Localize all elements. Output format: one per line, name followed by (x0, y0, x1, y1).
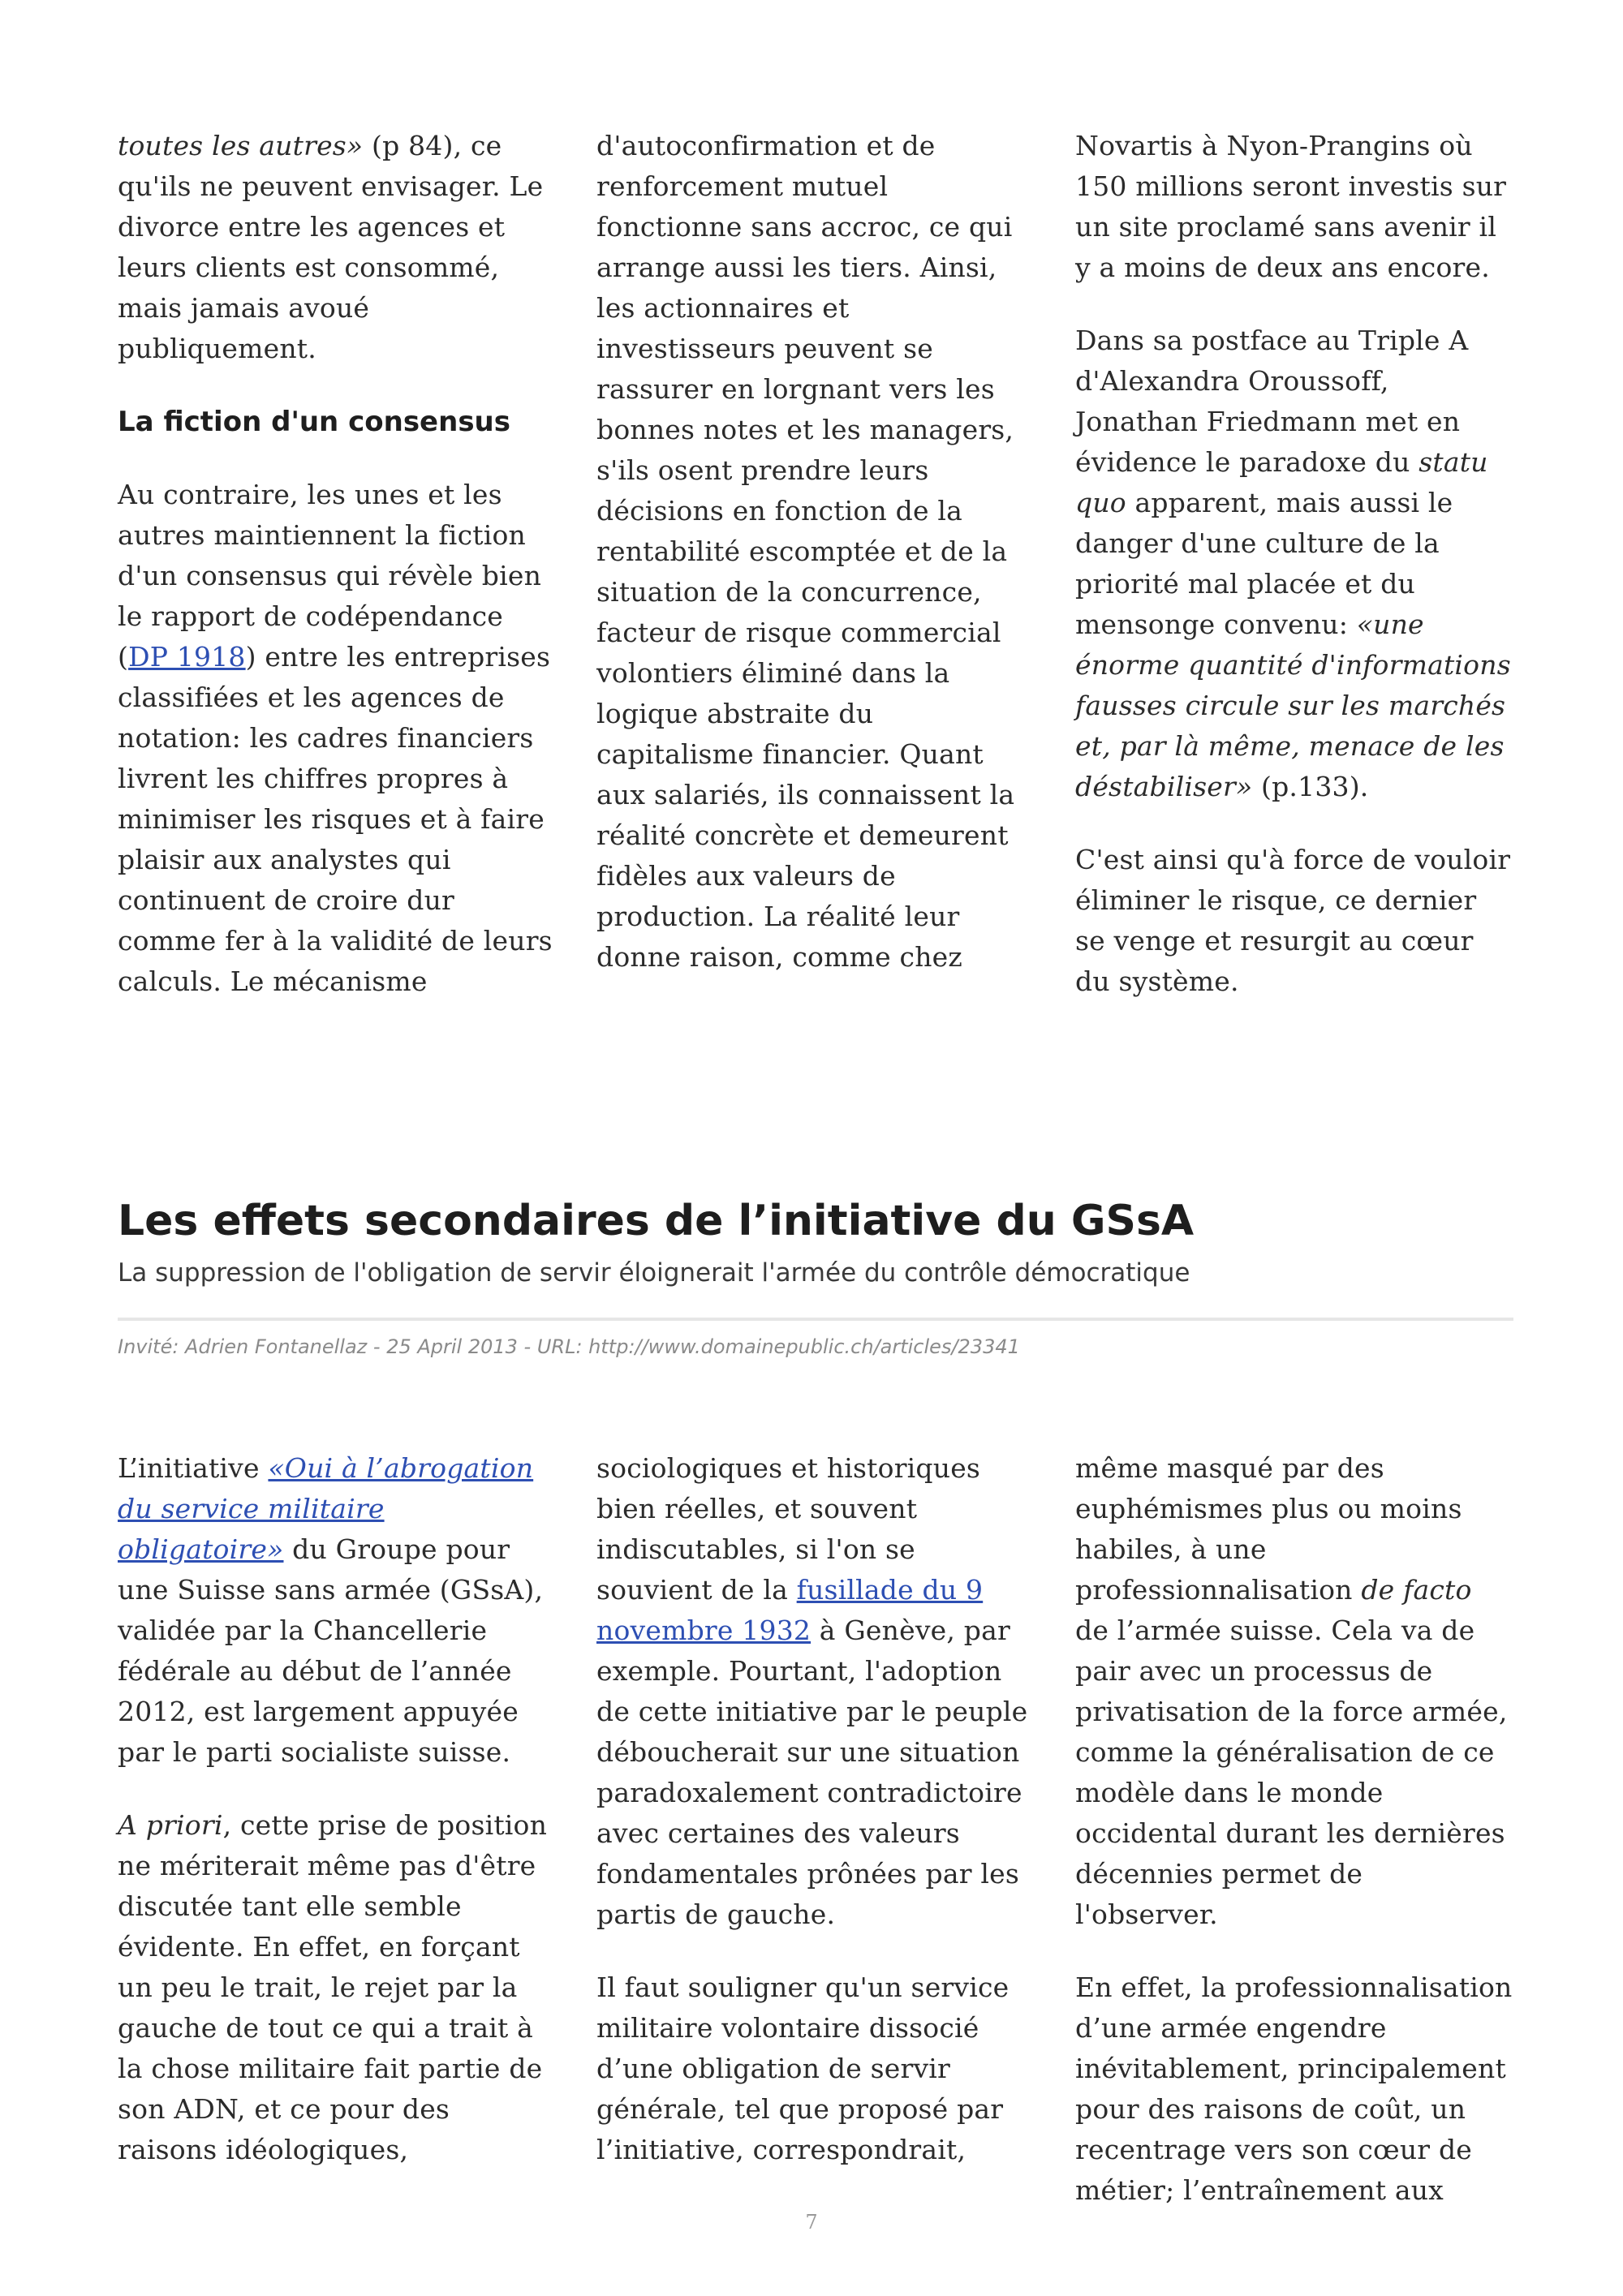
paragraph (596, 1448, 1035, 1935)
text: ) entre les entreprises classifiées et les agences de notation: les cadres financiers livrent les chiffres propres à minimiser les risques et à faire plaisir aux analystes qui continuent de croire dur comme fer à la validité de leurs calculs. Le mécanisme (118, 641, 553, 997)
paragraph: Novartis à Nyon-Prangins où 150 millions seront investis sur un site proclamé sans avenir il y a moins de deux ans encore. (1075, 130, 1507, 283)
text: Au contraire, les unes et les autres maintiennent la fiction d'un consensus qui révèle bien le rapport de codépendance ( (118, 479, 542, 673)
paragraph (1075, 1448, 1513, 1935)
paragraph (118, 126, 556, 369)
article-title: Les effets secondaires de l’initiative du GSsA (118, 1197, 1195, 1245)
quote-text: «une énorme quantité d'informations fausses circule sur les marchés et, par là même, menace de les déstabiliser» (1075, 608, 1511, 802)
text: sociologiques et historiques bien réelles, et souvent indiscutables, si l'on se souvient de la (596, 1452, 981, 1606)
text: à Genève, par exemple. Pourtant, l'adoption de cette initiative par le peuple déboucherait sur une situation paradoxalement contradictoire avec certaines des valeurs fondamentales prônées par les partis de gauche. (596, 1615, 1028, 1930)
column-2 (596, 126, 1035, 1034)
text: de l’armée suisse. Cela va de pair avec un processus de privatisation de la force armée, comme la généralisation de ce modèle dans le monde occidental durant les dernières décennies permet de l'observer. (1075, 1615, 1508, 1930)
column-2 (596, 1448, 1035, 2243)
paragraph (118, 475, 556, 1002)
article-columns (118, 1448, 1513, 2243)
text: apparent, mais aussi le danger d'une culture de la priorité mal placée et du mensonge convenu: (1075, 487, 1453, 640)
column-3 (1075, 126, 1513, 1034)
text: L’initiative (118, 1452, 269, 1484)
italic-text: toutes les autres» (118, 130, 364, 161)
text: du Groupe pour une Suisse sans armée (GSsA), validée par la Chancellerie fédérale au début de l’année 2012, est largement appuyée par le parti socialiste suisse. (118, 1533, 544, 1768)
italic-text: statu quo (1075, 446, 1488, 518)
previous-article-columns (118, 126, 1513, 1034)
column-1 (118, 126, 556, 1034)
article-subtitle: La suppression de l'obligation de servir éloignerait l'armée du contrôle démocratique (118, 1258, 1190, 1288)
paragraph: En effet, la professionnalisation d’une armée engendre inévitablement, principalement pour des raisons de coût, un recentrage vers son cœur de métier; l’entraînement aux (1075, 1971, 1513, 2206)
page-number: 7 (805, 2211, 818, 2234)
fusillade-link[interactable]: fusillade du 9 novembre 1932 (596, 1574, 984, 1646)
article-header (118, 1193, 1513, 1363)
text: (p 84), ce qu'ils ne peuvent envisager. Le divorce entre les agences et leurs clients est consommé, mais jamais avoué publiquement. (118, 130, 544, 364)
link-text[interactable]: «Oui à l’abrogation du service militaire obligatoire» (118, 1452, 534, 1565)
text: même masqué par des euphémismes plus ou moins habiles, à une professionnalisation (1075, 1452, 1462, 1606)
column-1 (118, 1448, 556, 2243)
text: (p.133). (1252, 771, 1369, 802)
paragraph: d'autoconfirmation et de renforcement mutuel fonctionne sans accroc, ce qui arrange aussi les tiers. Ainsi, les actionnaires et investisseurs peuvent se rassurer en lorgnant vers les bonnes notes et les managers, s'ils osent prendre leurs décisions en fonction de la rentabilité escomptée et de la situation de la concurrence, facteur de risque commercial volontiers éliminé dans la logique abstraite du capitalisme financier. Quant aux salariés, ils connaissent la réalité concrète et demeurent fidèles aux valeurs de production. La réalité leur donne raison, comme chez (596, 130, 1015, 973)
italic-text: de facto (1361, 1574, 1472, 1606)
paragraph (1075, 320, 1513, 807)
dp-1918-link[interactable]: DP 1918 (128, 641, 246, 673)
divider (118, 1318, 1513, 1321)
column-3 (1075, 1448, 1513, 2243)
section-heading: La fiction d'un consensus (118, 406, 511, 438)
paragraph: Il faut souligner qu'un service militaire volontaire dissocié d’une obligation de servir générale, tel que proposé par l’initiative, correspondrait, (596, 1971, 1010, 2165)
italic-text: A priori (118, 1809, 223, 1841)
text: Dans sa postface au Triple A d'Alexandra Oroussoff, Jonathan Friedmann met en évidence le paradoxe du (1075, 325, 1469, 478)
text: , cette prise de position ne mériterait même pas d'être discutée tant elle semble évidente. En effet, en forçant un peu le trait, le rejet par la gauche de tout ce qui a trait à la chose militaire fait partie de son ADN, et ce pour des raisons idéologiques, (118, 1809, 548, 2165)
paragraph (118, 1448, 556, 1773)
paragraph (118, 1805, 556, 2170)
article-meta: Invité: Adrien Fontanellaz - 25 April 2013 - URL: http://www.domainepublic.ch/articles/23341 (118, 1335, 1020, 1358)
paragraph: C'est ainsi qu'à force de vouloir éliminer le risque, ce dernier se venge et resurgit au cœur du système. (1075, 844, 1511, 997)
